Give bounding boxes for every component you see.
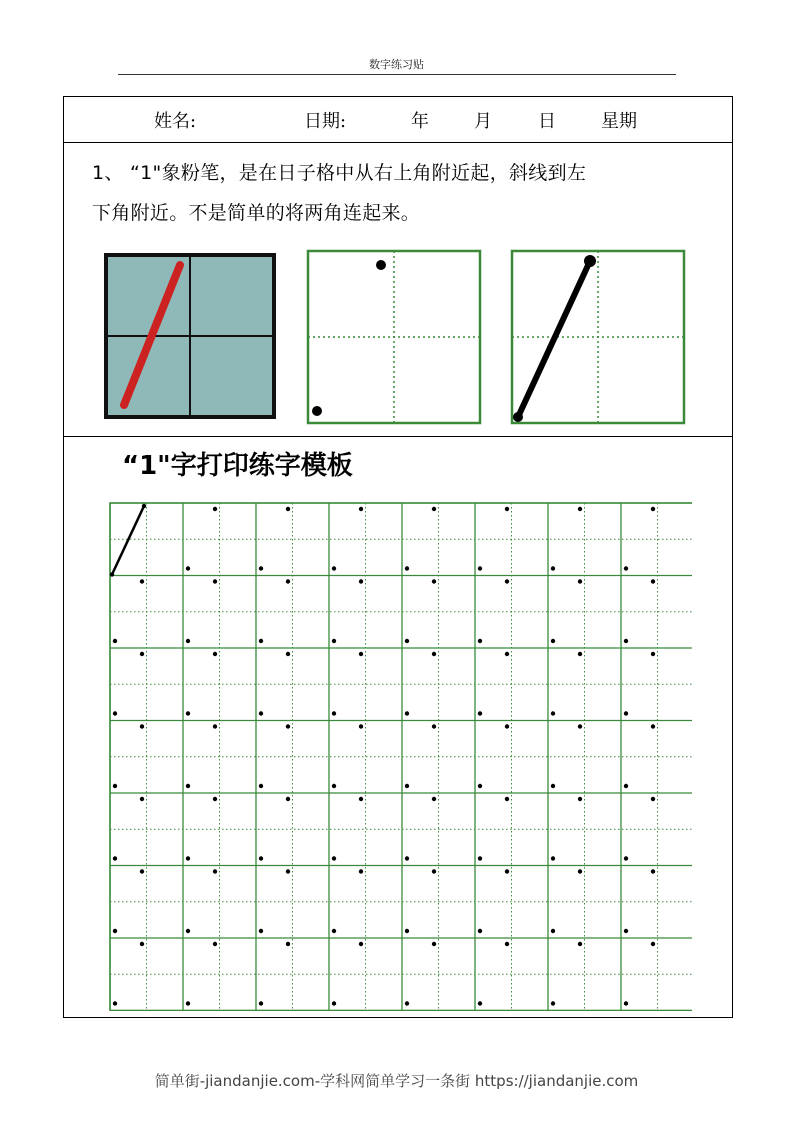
cell-start-dot — [213, 869, 217, 873]
year-label: 年 — [411, 111, 429, 132]
cell-end-dot — [113, 856, 117, 860]
cell-end-dot — [405, 784, 409, 788]
demo3-start-dot — [584, 255, 596, 267]
cell-end-dot — [332, 1001, 336, 1005]
cell-end-dot — [259, 1001, 263, 1005]
cell-end-dot — [186, 784, 190, 788]
cell-end-dot — [551, 639, 555, 643]
cell-start-dot — [578, 724, 582, 728]
cell-start-dot — [359, 724, 363, 728]
cell-start-dot — [578, 797, 582, 801]
cell-end-dot — [332, 711, 336, 715]
cell-start-dot — [140, 797, 144, 801]
cell-start-dot — [286, 507, 290, 511]
cell-end-dot — [113, 1001, 117, 1005]
cell-start-dot — [359, 797, 363, 801]
cell-end-dot — [186, 566, 190, 570]
demo3-end-dot — [513, 412, 523, 422]
cell-start-dot — [432, 724, 436, 728]
cell-end-dot — [259, 639, 263, 643]
cell-start-dot — [140, 652, 144, 656]
cell-start-dot — [286, 579, 290, 583]
cell-end-dot — [332, 856, 336, 860]
cell-end-dot — [186, 929, 190, 933]
template-section — [64, 437, 732, 1017]
cell-start-dot — [359, 942, 363, 946]
cell-start-dot — [651, 797, 655, 801]
cell-end-dot — [113, 639, 117, 643]
cell-start-dot — [432, 652, 436, 656]
cell-start-dot — [213, 652, 217, 656]
demo-dot-guide — [306, 249, 482, 425]
cell-end-dot — [332, 639, 336, 643]
cell-end-dot — [624, 1001, 628, 1005]
cell-start-dot — [432, 579, 436, 583]
cell-end-dot — [259, 856, 263, 860]
cell-start-dot — [286, 724, 290, 728]
cell-end-dot — [259, 784, 263, 788]
cell-end-dot — [186, 639, 190, 643]
cell-start-dot — [286, 942, 290, 946]
cell-start-dot — [359, 507, 363, 511]
cell-end-dot — [478, 1001, 482, 1005]
demo2-end-dot — [312, 406, 322, 416]
demo-chalkboard-stroke — [104, 253, 276, 419]
cell-start-dot — [432, 507, 436, 511]
document-header-title: 数字练习贴 — [369, 58, 424, 71]
cell-end-dot — [259, 566, 263, 570]
cell-start-dot — [578, 869, 582, 873]
cell-start-dot — [432, 942, 436, 946]
cell-end-dot — [551, 711, 555, 715]
cell-end-dot — [551, 856, 555, 860]
demo-black-stroke — [510, 249, 686, 425]
cell-start-dot — [213, 507, 217, 511]
cell-end-dot — [478, 856, 482, 860]
cell-end-dot — [332, 784, 336, 788]
cell-start-dot — [505, 869, 509, 873]
cell-start-dot — [359, 579, 363, 583]
cell-end-dot — [405, 711, 409, 715]
cell-end-dot — [624, 711, 628, 715]
cell-end-dot — [113, 711, 117, 715]
cell-end-dot — [259, 929, 263, 933]
cell-end-dot — [478, 711, 482, 715]
cell-start-dot — [140, 724, 144, 728]
month-label: 月 — [474, 111, 492, 132]
cell-end-dot — [624, 566, 628, 570]
student-info-row — [64, 97, 732, 143]
cell-start-dot — [140, 942, 144, 946]
day-label: 日 — [538, 111, 556, 132]
cell-end-dot — [551, 1001, 555, 1005]
cell-end-dot — [405, 1001, 409, 1005]
cell-start-dot — [578, 942, 582, 946]
cell-end-dot — [478, 929, 482, 933]
cell-start-dot — [359, 652, 363, 656]
cell-end-dot — [624, 856, 628, 860]
cell-start-dot — [213, 797, 217, 801]
cell-end-dot — [624, 784, 628, 788]
cell-end-dot — [186, 1001, 190, 1005]
cell-end-dot — [551, 929, 555, 933]
cell-start-dot — [359, 869, 363, 873]
cell-end-dot — [332, 566, 336, 570]
date-label: 日期: — [304, 111, 347, 132]
cell-start-dot — [578, 507, 582, 511]
cell-start-dot — [432, 797, 436, 801]
demo2-start-dot — [376, 260, 386, 270]
cell-start-dot — [213, 724, 217, 728]
header-divider — [118, 74, 676, 75]
worksheet — [63, 96, 733, 1018]
cell-end-dot — [113, 784, 117, 788]
cell-start-dot — [651, 869, 655, 873]
cell-end-dot — [624, 929, 628, 933]
cell-end-dot — [478, 566, 482, 570]
cell-end-dot — [259, 711, 263, 715]
model-end-dot — [110, 572, 114, 576]
cell-end-dot — [332, 929, 336, 933]
cell-start-dot — [651, 724, 655, 728]
cell-end-dot — [551, 784, 555, 788]
cell-end-dot — [113, 929, 117, 933]
cell-start-dot — [140, 579, 144, 583]
cell-start-dot — [578, 652, 582, 656]
practice-grid — [108, 501, 692, 1011]
cell-start-dot — [286, 797, 290, 801]
cell-start-dot — [651, 652, 655, 656]
cell-start-dot — [505, 942, 509, 946]
cell-start-dot — [432, 869, 436, 873]
cell-start-dot — [213, 942, 217, 946]
instruction-section — [64, 143, 732, 437]
cell-start-dot — [286, 869, 290, 873]
cell-end-dot — [186, 856, 190, 860]
cell-end-dot — [186, 711, 190, 715]
footer-source: 简单街-jiandanjie.com-学科网简单学习一条街 https://jiandanjie.com — [154, 1072, 639, 1090]
name-label: 姓名: — [154, 111, 197, 132]
cell-start-dot — [286, 652, 290, 656]
cell-start-dot — [505, 579, 509, 583]
cell-start-dot — [651, 507, 655, 511]
cell-end-dot — [624, 639, 628, 643]
cell-start-dot — [213, 579, 217, 583]
cell-end-dot — [551, 566, 555, 570]
instruction-line-2: 下角附近。不是简单的将两角连起来。 — [92, 202, 421, 224]
cell-start-dot — [505, 652, 509, 656]
cell-end-dot — [405, 566, 409, 570]
cell-start-dot — [651, 579, 655, 583]
cell-end-dot — [478, 639, 482, 643]
cell-end-dot — [405, 639, 409, 643]
cell-start-dot — [505, 797, 509, 801]
cell-end-dot — [405, 929, 409, 933]
cell-start-dot — [505, 724, 509, 728]
cell-end-dot — [478, 784, 482, 788]
cell-start-dot — [505, 507, 509, 511]
instruction-line-1: 1、 “1"象粉笔，是在日子格中从右上角附近起，斜线到左 — [92, 162, 587, 184]
instruction-text — [92, 153, 722, 233]
cell-end-dot — [405, 856, 409, 860]
grid-frame — [110, 503, 692, 1011]
weekday-label: 星期 — [601, 111, 637, 132]
cell-start-dot — [140, 869, 144, 873]
model-start-dot — [142, 504, 146, 508]
template-title: “1"字打印练字模板 — [122, 451, 353, 481]
cell-start-dot — [578, 579, 582, 583]
cell-start-dot — [651, 942, 655, 946]
